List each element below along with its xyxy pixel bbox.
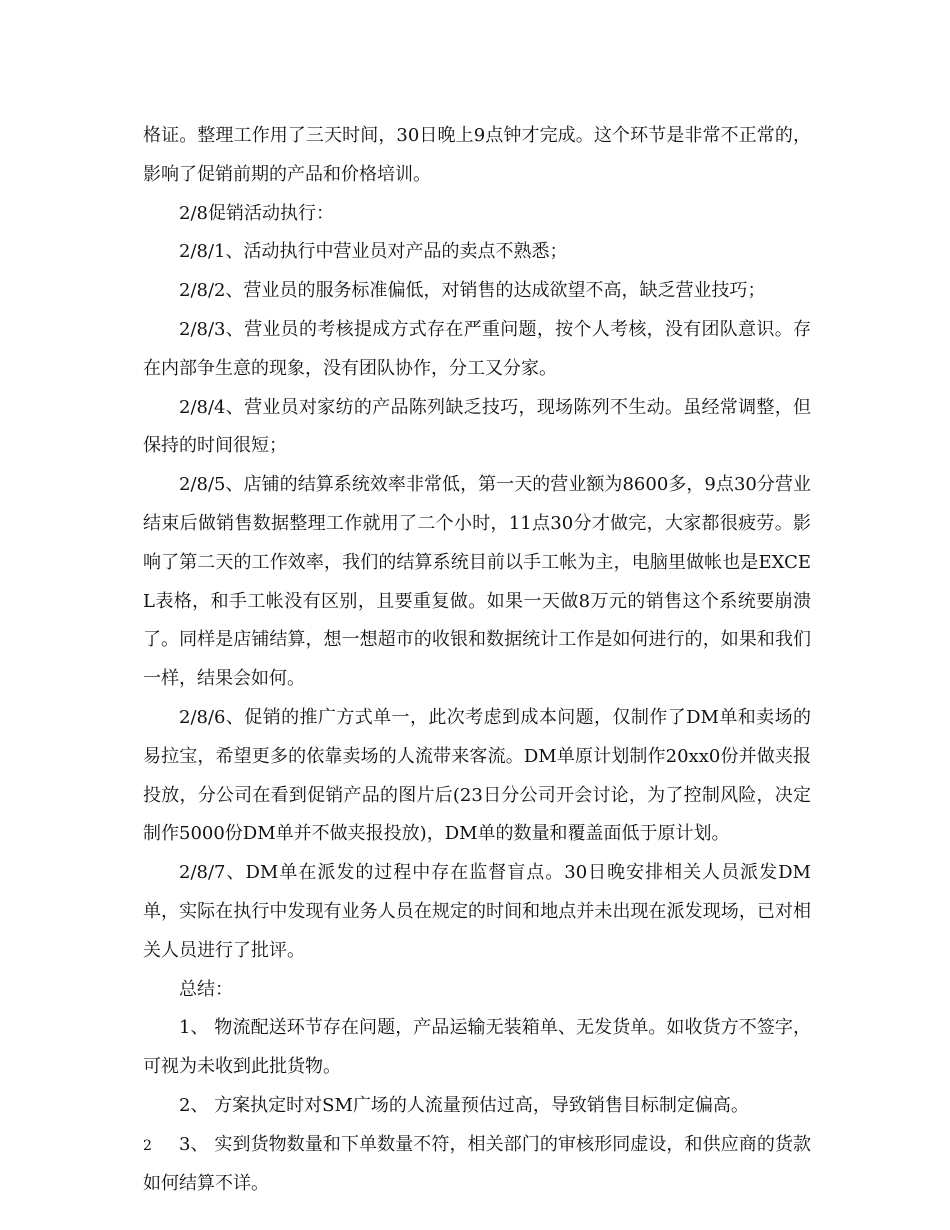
paragraph: 2/8/2、营业员的服务标准偏低，对销售的达成欲望不高，缺乏营业技巧； [179,280,766,302]
paragraph: 2/8/1、活动执行中营业员对产品的卖点不熟悉； [179,241,568,263]
paragraph: 2/8/5、店铺的结算系统效率非常低，第一天的营业额为8600多，9点30分营业结束后做销售数据整理工作就用了二个小时，11点30分才做完，大家都很疲劳。影响了第二天的工作效率，我们的结算系统目前以手工帐为主，电脑里做帐也是EXCEL表格，和手工帐没有区别，且要重复做。如果一天做8万元的销售这个系统要崩溃了。同样是店铺结算，想一想超市的收银和数据统计工作是如何进行的，如果和我们一样，结果会如何。 [143,474,811,690]
document-body [143,117,811,1203]
paragraph: 2/8/7、DM单在派发的过程中存在监督盲点。30日晚安排相关人员派发DM单，实际在执行中发现有业务人员在规定的时间和地点并未出现在派发现场，已对相关人员进行了批评。 [143,862,811,961]
summary-item: 1、 物流配送环节存在问题，产品运输无装箱单、无发货单。如收货方不签字，可视为未收到此批货物。 [143,1017,811,1078]
section-heading: 2/8促销活动执行： [179,202,334,224]
paragraph: 格证。整理工作用了三天时间，30日晚上9点钟才完成。这个环节是非常不正常的，影响了促销前期的产品和价格培训。 [143,125,811,185]
paragraph: 2/8/3、营业员的考核提成方式存在严重问题，按个人考核，没有团队意识。存在内部争生意的现象，没有团队协作，分工又分家。 [143,318,811,379]
summary-heading: 总结： [179,978,233,1000]
paragraph: 2/8/6、促销的推广方式单一，此次考虑到成本问题，仅制作了DM单和卖场的易拉宝，希望更多的依靠卖场的人流带来客流。DM单原计划制作20xx0份并做夹报投放，分公司在看到促销产品的图片后(23日分公司开会讨论，为了控制风险，决定制作5000份DM单并不做夹报投放)，DM单的数量和覆盖面低于原计划。 [143,706,811,845]
page-number: 2 [143,1138,152,1154]
summary-item: 2、 方案执定时对SM广场的人流量预估过高，导致销售目标制定偏高。 [179,1094,749,1116]
paragraph: 2/8/4、营业员对家纺的产品陈列缺乏技巧，现场陈列不生动。虽经常调整，但保持的时间很短； [143,396,811,457]
summary-item: 3、 实到货物数量和下单数量不符，相关部门的审核形同虚设，和供应商的货款如何结算不详。 [143,1133,811,1194]
